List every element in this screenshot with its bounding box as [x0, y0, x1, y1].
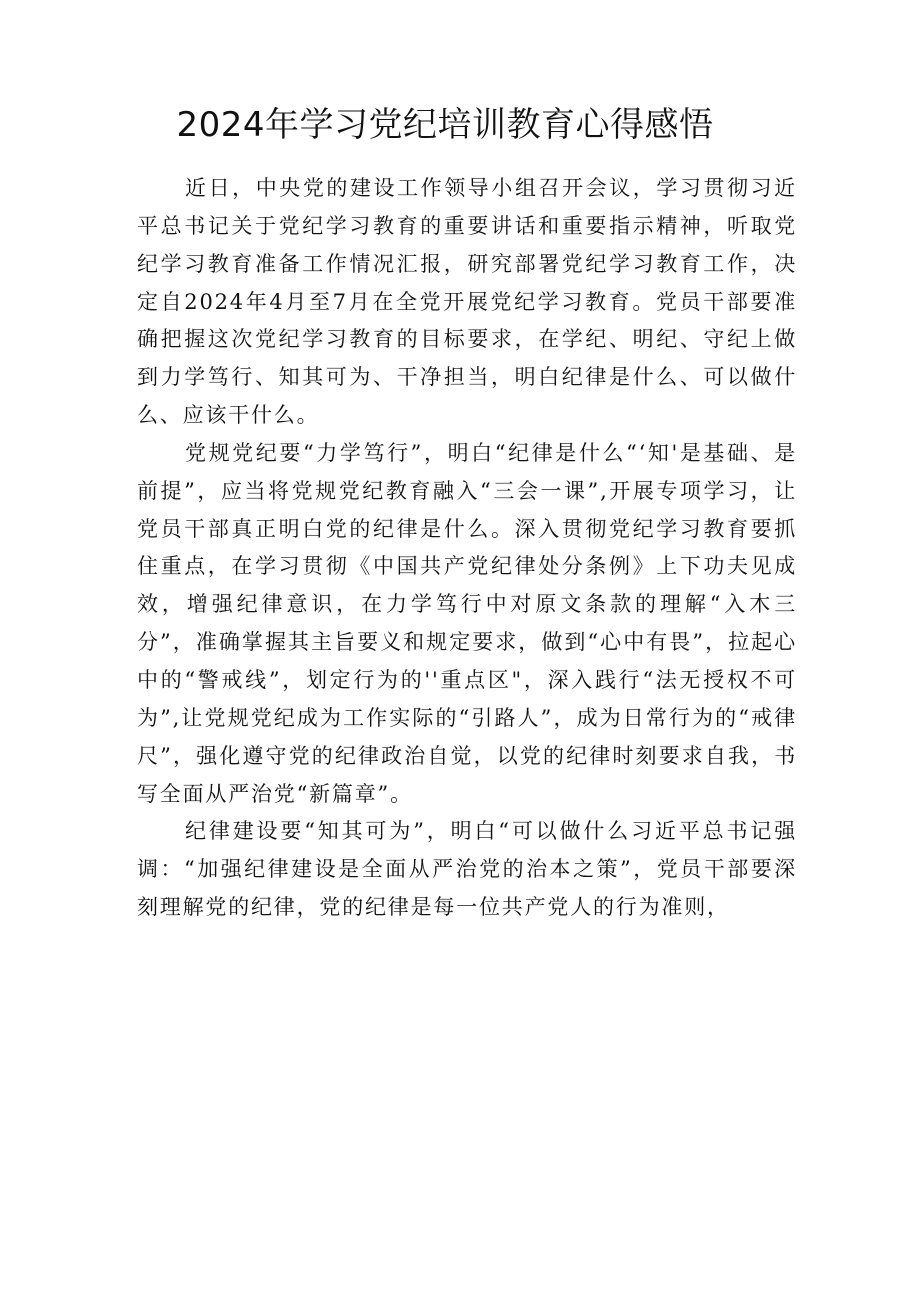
paragraph-3: 纪律建设要“知其可为”，明白“可以做什么习近平总书记强调：“加强纪律建设是全面从严治党的治本之策”，党员干部要深刻理解党的纪律，党的纪律是每一位共产党人的行为准则， [137, 819, 797, 920]
document-body [137, 170, 797, 927]
document-title: 2024年学习党纪培训教育心得感悟 [176, 105, 714, 145]
paragraph-2: 党规党纪要“力学笃行”，明白“纪律是什么“‘知'是基础、是前提”，应当将党规党纪教育融入“三会一课”,开展专项学习，让党员干部真正明白党的纪律是什么。深入贯彻党纪学习教育要抓住重点，在学习贯彻《中国共产党纪律处分条例》上下功夫见成效，增强纪律意识，在力学笃行中对原文条款的理解“入木三分”，准确掌握其主旨要义和规定要求，做到“心中有畏”，拉起心中的“警戒线”，划定行为的''重点区"，深入践行“法无授权不可为”,让党规党纪成为工作实际的“引路人”，成为日常行为的“戒律尺”，强化遵守党的纪律政治自觉，以党的纪律时刻要求自我，书写全面从严治党“新篇章”。 [137, 440, 797, 806]
paragraph-1: 近日，中央党的建设工作领导小组召开会议，学习贯彻习近平总书记关于党纪学习教育的重要讲话和重要指示精神，听取党纪学习教育准备工作情况汇报，研究部署党纪学习教育工作，决定自2024年4月至7月在全党开展党纪学习教育。党员干部要准确把握这次党纪学习教育的目标要求，在学纪、明纪、守纪上做到力学笃行、知其可为、干净担当，明白纪律是什么、可以做什么、应该干什么。 [137, 176, 797, 428]
